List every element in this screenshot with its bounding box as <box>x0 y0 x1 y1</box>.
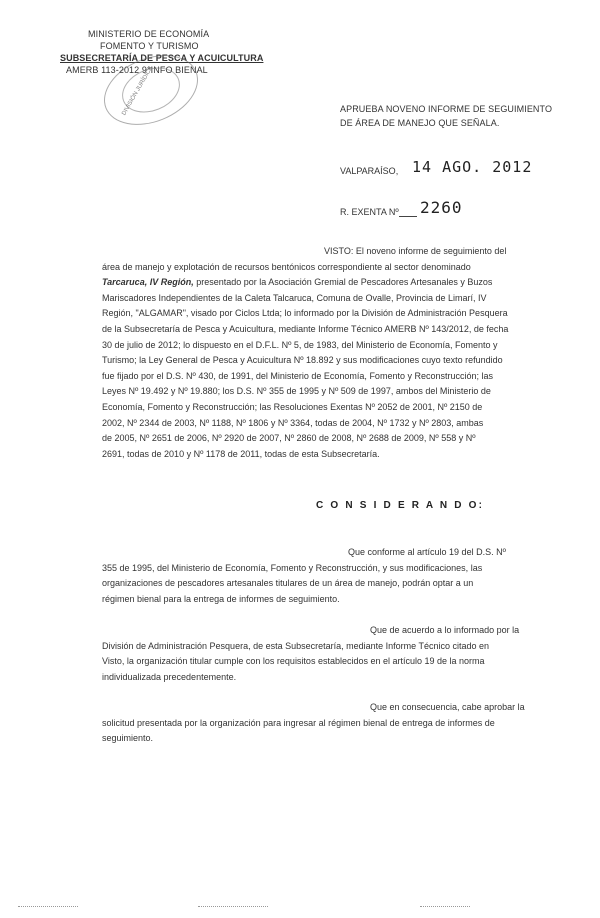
exenta-label: R. EXENTA Nº <box>340 207 399 217</box>
date-stamp: 14 AGO. 2012 <box>412 158 533 176</box>
place-label: VALPARAÍSO, <box>340 166 399 176</box>
considerando-line: Visto, la organización titular cumple con los requisitos establecidos en el artículo 19 de la norma <box>102 656 485 667</box>
visto-line: 2002, Nº 2344 de 2003, Nº 1188, Nº 1806 y Nº 3364, todas de 2004, Nº 1732 y Nº 2803, ambas <box>102 417 484 428</box>
considerando-heading: C O N S I D E R A N D O: <box>316 500 485 511</box>
visto-line: de 2005, Nº 2651 de 2006, Nº 2920 de 2007, Nº 2860 de 2008, Nº 2688 de 2009, Nº 558 y Nº <box>102 433 476 444</box>
visto-paragraph <box>102 244 540 462</box>
considerando-line: solicitud presentada por la organización para ingresar al régimen bienal de entrega de informes de <box>102 717 495 728</box>
visto-line: de la Subsecretaría de Pesca y Acuicultura, mediante Informe Técnico AMERB Nº 143/2012, de fecha <box>102 323 509 334</box>
visto-line: Región, "ALGAMAR", visado por Ciclos Ltda; lo informado por la División de Administración Pesquera <box>102 308 508 319</box>
resolution-title-line2: DE ÁREA DE MANEJO QUE SEÑALA. <box>340 118 500 128</box>
visto-line: Tarcaruca, IV Región, presentado por la Asociación Gremial de Pescadores Artesanales y Buzos <box>102 277 493 288</box>
visto-line: 30 de julio de 2012; lo dispuesto en el D.F.L. Nº 5, de 1983, del Ministerio de Economía, Fomento y <box>102 339 498 350</box>
considerando-line: seguimiento. <box>102 733 154 744</box>
subsecretaria-line: SUBSECRETARÍA DE PESCA Y ACUICULTURA <box>60 53 264 63</box>
considerando-line: Que de acuerdo a lo informado por la <box>370 625 520 635</box>
scan-mark <box>198 906 268 908</box>
resolution-title-line1: APRUEBA NOVENO INFORME DE SEGUIMIENTO <box>340 104 553 114</box>
visto-line: fue fijado por el D.S. Nº 430, de 1991, del Ministerio de Economía, Fomento y Reconstrucción; las <box>102 370 493 381</box>
number-blank-line <box>399 216 417 217</box>
visto-line: área de manejo y explotación de recursos bentónicos correspondiente al sector denominado <box>102 261 471 272</box>
considerando-paragraph-1 <box>102 545 540 607</box>
visto-line: 2691, todas de 2010 y Nº 1178 de 2011, todas de esta Subsecretaría. <box>102 448 380 459</box>
visto-line: Leyes Nº 19.492 y Nº 19.880; los D.S. Nº 355 de 1995 y Nº 509 de 1997, ambos del Ministerio de <box>102 386 491 397</box>
ministry-line: MINISTERIO DE ECONOMÍA <box>88 29 210 39</box>
considerando-paragraph-2 <box>102 623 540 685</box>
stamp-label: DIVISIÓN JURÍDICA <box>121 65 155 117</box>
scan-mark <box>18 906 78 908</box>
considerando-line: Que en consecuencia, cabe aprobar la <box>370 702 525 712</box>
exenta-number: 2260 <box>420 198 463 217</box>
document-code: AMERB 113-2012 9°INFO BIENAL <box>66 65 208 75</box>
visto-line: Economía, Fomento y Reconstrucción; las Resoluciones Exentas Nº 2052 de 2001, Nº 2150 de <box>102 401 483 412</box>
considerando-line: Que conforme al artículo 19 del D.S. Nº <box>348 547 506 557</box>
scan-mark <box>420 906 470 908</box>
considerando-line: organizaciones de pescadores artesanales titulares de un área de manejo, podrán optar a un <box>102 578 474 589</box>
considerando-line: 355 de 1995, del Ministerio de Economía, Fomento y Reconstrucción, y sus modificaciones, las <box>102 562 483 573</box>
considerando-line: División de Administración Pesquera, de esta Subsecretaría, mediante Informe Técnico citado en <box>102 640 490 651</box>
visto-line: Turismo; la Ley General de Pesca y Acuicultura Nº 18.892 y sus modificaciones cuyo texto refundido <box>102 355 503 366</box>
visto-line: Mariscadores Independientes de la Caleta Talcaruca, Comuna de Ovalle, Provincia de Limarí, IV <box>102 292 487 303</box>
considerando-paragraph-3 <box>102 700 540 747</box>
considerando-line: individualizada precedentemente. <box>102 671 237 682</box>
ministry-subline: FOMENTO Y TURISMO <box>100 41 199 51</box>
visto-line: VISTO: El noveno informe de seguimiento del <box>324 246 507 256</box>
considerando-line: régimen bienal para la entrega de informes de seguimiento. <box>102 593 340 604</box>
